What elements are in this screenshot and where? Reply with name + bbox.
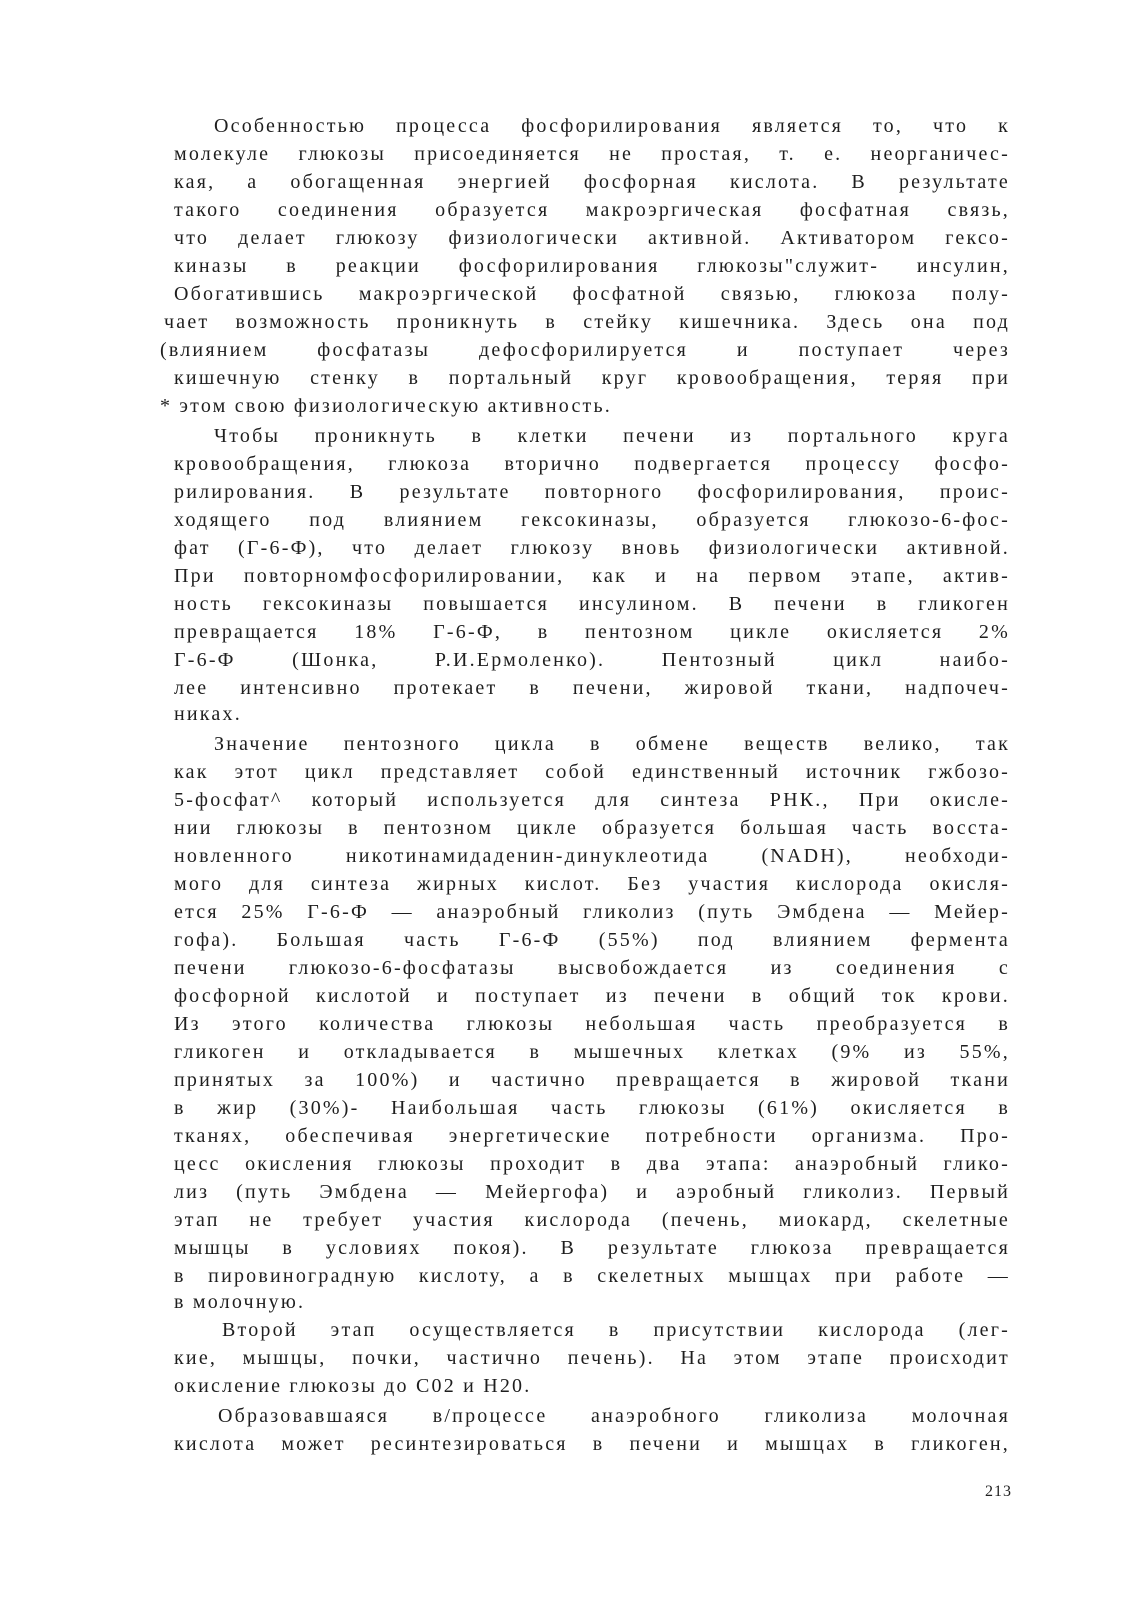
text-line: молекуле глюкозы присоединяется не простая, т. е. неорганичес-: [174, 143, 1010, 165]
text-line: тканях, обеспечивая энергетические потребности организма. Про-: [174, 1125, 1010, 1147]
text-line: в жир (30%)- Наибольшая часть глюкозы (61%) окисляется в: [174, 1097, 1010, 1119]
text-line: Образовавшаяся в/процессе анаэробного гликолиза молочная: [218, 1405, 1010, 1427]
text-line: цесс окисления глюкозы проходит в два этапа: анаэробный глико-: [174, 1153, 1010, 1175]
page-number: 213: [985, 1483, 1012, 1500]
text-line: Чтобы проникнуть в клетки печени из портального круга: [214, 425, 1010, 447]
text-line: новленного никотинамидаденин-динуклеотида (NADH), необходи-: [174, 845, 1010, 867]
text-line: (влиянием фосфатазы дефосфорилируется и поступает через: [160, 339, 1010, 361]
text-line: мого для синтеза жирных кислот. Без участия кислорода окисля-: [174, 873, 1010, 895]
text-line: мышцы в условиях покоя). В результате глюкоза превращается: [174, 1237, 1010, 1259]
text-line: кислота может ресинтезироваться в печени и мышцах в гликоген,: [174, 1433, 1010, 1455]
text-line: Из этого количества глюкозы небольшая часть преобразуется в: [174, 1013, 1010, 1035]
text-line: кая, а обогащенная энергией фосфорная кислота. В результате: [174, 171, 1010, 193]
text-line: Значение пентозного цикла в обмене веществ велико, так: [214, 733, 1010, 755]
text-line: 5-фосфат^ который используется для синтеза РНК., При окисле-: [174, 789, 1010, 811]
text-line: ется 25% Г-6-Ф — анаэробный гликолиз (путь Эмбдена — Мейер-: [174, 901, 1010, 923]
text-line: такого соединения образуется макроэргическая фосфатная связь,: [174, 199, 1010, 221]
text-line: что делает глюкозу физиологически активной. Активатором гексо-: [174, 227, 1010, 249]
text-line: Обогатившись макроэргической фосфатной связью, глюкоза полу-: [174, 283, 1010, 305]
text-line: как этот цикл представляет собой единственный источник гжбозо-: [174, 761, 1010, 783]
text-line: принятых за 100%) и частично превращается в жировой ткани: [174, 1069, 1010, 1091]
text-line: лее интенсивно протекает в печени, жировой ткани, надпочеч-: [174, 677, 1010, 699]
text-line: этап не требует участия кислорода (печень, миокард, скелетные: [174, 1209, 1010, 1231]
text-line: печени глюкозо-6-фосфатазы высвобождается из соединения с: [174, 957, 1010, 979]
text-line: кровообращения, глюкоза вторично подвергается процессу фосфо-: [174, 453, 1010, 475]
text-line: в пировиноградную кислоту, а в скелетных мышцах при работе —: [174, 1265, 1010, 1287]
text-line: Особенностью процесса фосфорилирования является то, что к: [214, 115, 1010, 137]
text-line: окисление глюкозы до С02 и Н20.: [174, 1375, 532, 1397]
text-line: ходящего под влиянием гексокиназы, образуется глюкозо-6-фос-: [174, 509, 1010, 531]
text-line: рилирования. В результате повторного фосфорилирования, проис-: [174, 481, 1010, 503]
text-line: гофа). Большая часть Г-6-Ф (55%) под влиянием фермента: [174, 929, 1010, 951]
text-line: превращается 18% Г-6-Ф, в пентозном цикле окисляется 2%: [174, 621, 1010, 643]
text-line: фосфорной кислотой и поступает из печени в общий ток крови.: [174, 985, 1010, 1007]
text-line: никах.: [174, 703, 242, 725]
text-line: фат (Г-6-Ф), что делает глюкозу вновь физиологически активной.: [174, 537, 1010, 559]
text-line: гликоген и откладывается в мышечных клетках (9% из 55%,: [174, 1041, 1010, 1063]
text-line: кие, мышцы, почки, частично печень). На этом этапе происходит: [174, 1347, 1010, 1369]
text-line: При повторномфосфорилировании, как и на первом этапе, актив-: [174, 565, 1010, 587]
text-line: киназы в реакции фосфорилирования глюкозы"служит- инсулин,: [174, 255, 1010, 277]
text-line: * этом свою физиологическую активность.: [160, 395, 612, 417]
text-line: нии глюкозы в пентозном цикле образуется большая часть восста-: [174, 817, 1010, 839]
text-line: чает возможность проникнуть в стейку кишечника. Здесь она под: [164, 311, 1010, 333]
text-line: лиз (путь Эмбдена — Мейергофа) и аэробный гликолиз. Первый: [174, 1181, 1010, 1203]
text-line: Второй этап осуществляется в присутствии кислорода (лег-: [222, 1319, 1010, 1341]
text-line: кишечную стенку в портальный круг кровообращения, теряя при: [174, 367, 1010, 389]
text-line: Г-6-Ф (Шонка, Р.И.Ермоленко). Пентозный цикл наибо-: [174, 649, 1010, 671]
text-line: в молочную.: [174, 1291, 306, 1313]
text-line: ность гексокиназы повышается инсулином. В печени в гликоген: [174, 593, 1010, 615]
